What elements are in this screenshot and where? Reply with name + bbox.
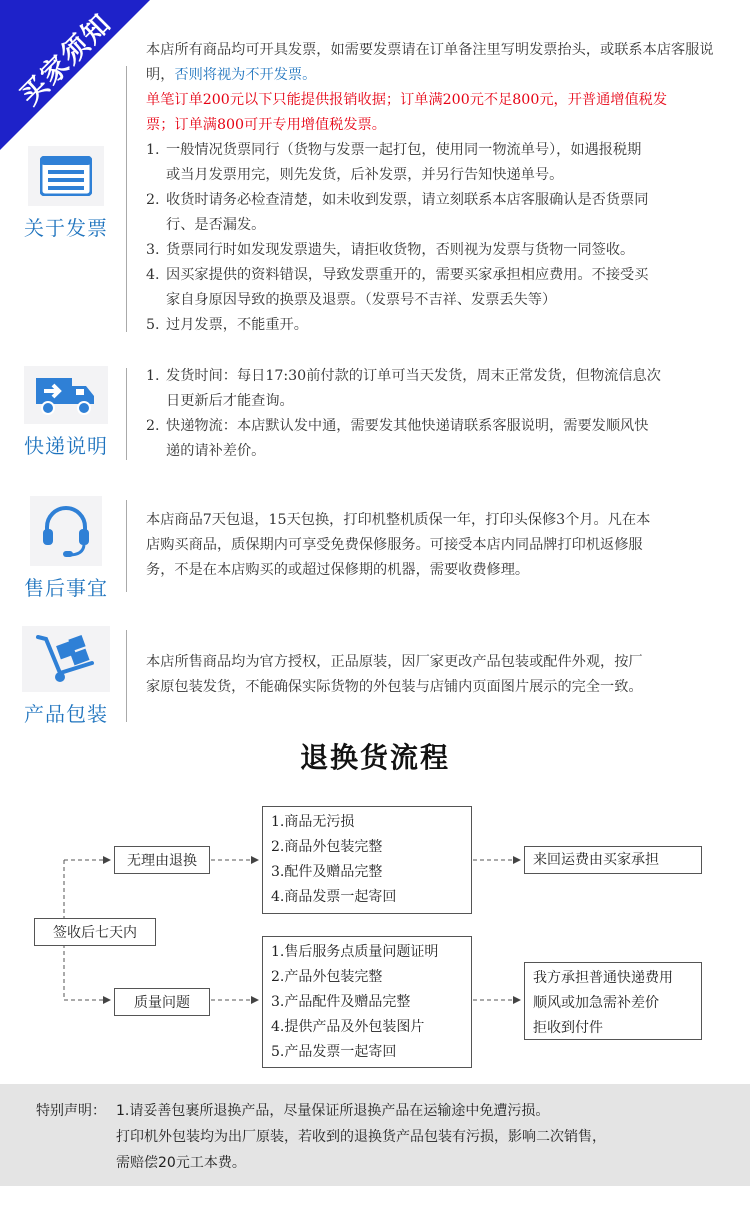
condition-item: 3.产品配件及赠品完整 xyxy=(271,994,411,1010)
invoice-rule-line-1: 单笔订单200元以下只能提供报销收据；订单满200元不足800元，开普通增值税发 xyxy=(146,92,668,108)
packaging-label: 产品包装 xyxy=(24,702,108,726)
item-number: 4. xyxy=(146,267,160,283)
aftersale-icon-bg xyxy=(30,496,102,566)
result-item: 顺风或加急需补差价 xyxy=(533,995,659,1011)
aftersale-content xyxy=(146,508,730,583)
item-line: 日更新后才能查询。 xyxy=(166,393,294,409)
return-flow-title: 退换货流程 xyxy=(299,741,450,774)
result-item: 来回运费由买家承担 xyxy=(533,852,659,868)
flow-branch-1-box xyxy=(114,846,210,874)
delivery-item xyxy=(146,364,730,414)
hand-truck-icon xyxy=(34,633,98,685)
item-number: 2. xyxy=(146,192,160,208)
item-line: 家自身原因导致的换票及退票。（发票号不吉祥、发票丢失等） xyxy=(166,292,557,308)
delivery-label: 快递说明 xyxy=(24,434,108,458)
item-line: 发货时间：每日17:30前付款的订单可当天发货，周末正常发货，但物流信息次 xyxy=(166,368,661,384)
invoice-icon xyxy=(40,156,92,196)
invoice-divider xyxy=(126,66,127,332)
invoice-content xyxy=(146,38,730,338)
invoice-item xyxy=(146,313,730,338)
item-number: 1. xyxy=(146,368,160,384)
condition-item: 3.配件及赠品完整 xyxy=(271,864,383,880)
condition-item: 4.商品发票一起寄回 xyxy=(271,889,397,905)
aftersale-line: 本店商品7天包退，15天包换，打印机整机质保一年，打印头保修3个月。凡在本 xyxy=(146,512,651,528)
buyer-notice-corner-banner xyxy=(0,0,150,150)
invoice-item xyxy=(146,188,730,238)
special-notice-line: 1.请妥善包裹所退换产品，尽量保证所退换产品在运输途中免遭污损。 xyxy=(116,1103,550,1119)
item-number: 5. xyxy=(146,317,160,333)
aftersale-line: 店购买商品，质保期内可享受免费保修服务。可接受本店内同品牌打印机返修服 xyxy=(146,537,643,553)
delivery-content xyxy=(146,364,730,464)
flow-branch-2-result xyxy=(524,962,702,1040)
condition-item: 5.产品发票一起寄回 xyxy=(271,1044,397,1060)
item-number: 2. xyxy=(146,418,160,434)
delivery-truck-icon xyxy=(34,374,98,416)
invoice-intro-warning: 否则将视为不开发票。 xyxy=(174,67,317,83)
invoice-intro xyxy=(146,38,730,88)
invoice-item-list xyxy=(146,138,730,338)
flow-branch-2-label: 质量问题 xyxy=(134,995,190,1011)
item-line: 因买家提供的资料错误，导致发票重开的，需要买家承担相应费用。不接受买 xyxy=(166,267,649,283)
item-line: 过月发票，不能重开。 xyxy=(166,317,308,333)
flow-branch-1-label: 无理由退换 xyxy=(127,853,197,869)
item-line: 行、是否漏发。 xyxy=(166,217,266,233)
special-notice-line: 需赔偿20元工本费。 xyxy=(116,1155,246,1171)
delivery-item-list xyxy=(146,364,730,464)
aftersale-line: 务，不是在本店购买的或超过保修期的机器，需要收费修理。 xyxy=(146,562,530,578)
delivery-icon-box xyxy=(20,366,112,459)
result-item: 我方承担普通快递费用 xyxy=(533,970,673,986)
packaging-content xyxy=(146,650,730,700)
flow-branch-2-conditions xyxy=(262,936,472,1068)
item-line: 快递物流：本店默认发中通，需要发其他快递请联系客服说明，需要发顺风快 xyxy=(166,418,649,434)
item-line: 货票同行时如发现发票遗失，请拒收货物，否则视为发票与货物一同签收。 xyxy=(166,242,635,258)
item-line: 一般情况货票同行（货物与发票一起打包，使用同一物流单号），如遇报税期 xyxy=(166,142,642,158)
packaging-divider xyxy=(126,630,127,722)
invoice-item xyxy=(146,138,730,188)
invoice-icon-bg xyxy=(28,146,104,206)
invoice-item xyxy=(146,263,730,313)
flow-start-label: 签收后七天内 xyxy=(53,925,137,941)
flow-start-box xyxy=(34,918,156,946)
item-line: 递的请补差价。 xyxy=(166,443,266,459)
special-notice-line: 打印机外包装均为出厂原装，若收到的退换货产品包装有污损，影响二次销售， xyxy=(116,1129,606,1145)
condition-item: 1.商品无污损 xyxy=(271,814,355,830)
condition-item: 1.售后服务点质量问题证明 xyxy=(271,944,439,960)
packaging-line: 家原包装发货，不能确保实际货物的外包装与店铺内页面图片展示的完全一致。 xyxy=(146,679,643,695)
packaging-line: 本店所售商品均为官方授权，正品原装，因厂家更改产品包装或配件外观，按厂 xyxy=(146,654,643,670)
condition-item: 4.提供产品及外包装图片 xyxy=(271,1019,425,1035)
flow-branch-1-result xyxy=(524,846,702,874)
item-number: 3. xyxy=(146,242,160,258)
invoice-label: 关于发票 xyxy=(24,216,108,240)
aftersale-icon-box xyxy=(20,496,112,601)
aftersale-label: 售后事宜 xyxy=(24,576,108,600)
result-item: 拒收到付件 xyxy=(533,1020,603,1036)
flow-branch-2-box xyxy=(114,988,210,1016)
packaging-icon-box xyxy=(20,626,112,727)
invoice-intro-text: 本店所有商品均可开具发票，如需要发票请在订单备注里写明发票抬头，或联系本店客服说明， xyxy=(146,42,714,83)
corner-label: 买家须知 xyxy=(14,7,119,112)
item-number: 1. xyxy=(146,142,160,158)
delivery-item xyxy=(146,414,730,464)
condition-item: 2.产品外包装完整 xyxy=(271,969,383,985)
item-line: 收货时请务必检查清楚，如未收到发票，请立刻联系本店客服确认是否货票同 xyxy=(166,192,649,208)
headset-icon xyxy=(39,503,93,559)
invoice-rule-line-2: 票；订单满800可开专用增值税发票。 xyxy=(146,117,386,133)
invoice-icon-box xyxy=(20,146,112,241)
delivery-icon-bg xyxy=(24,366,108,424)
packaging-icon-bg xyxy=(22,626,110,692)
invoice-item xyxy=(146,238,730,263)
delivery-divider xyxy=(126,368,127,460)
special-notice-footer xyxy=(0,1084,750,1186)
item-line: 或当月发票用完，则先发货，后补发票，并另行告知快递单号。 xyxy=(166,167,564,183)
flow-branch-1-conditions xyxy=(262,806,472,914)
condition-item: 2.商品外包装完整 xyxy=(271,839,383,855)
special-notice-label: 特别声明： xyxy=(36,1103,106,1119)
aftersale-divider xyxy=(126,500,127,592)
